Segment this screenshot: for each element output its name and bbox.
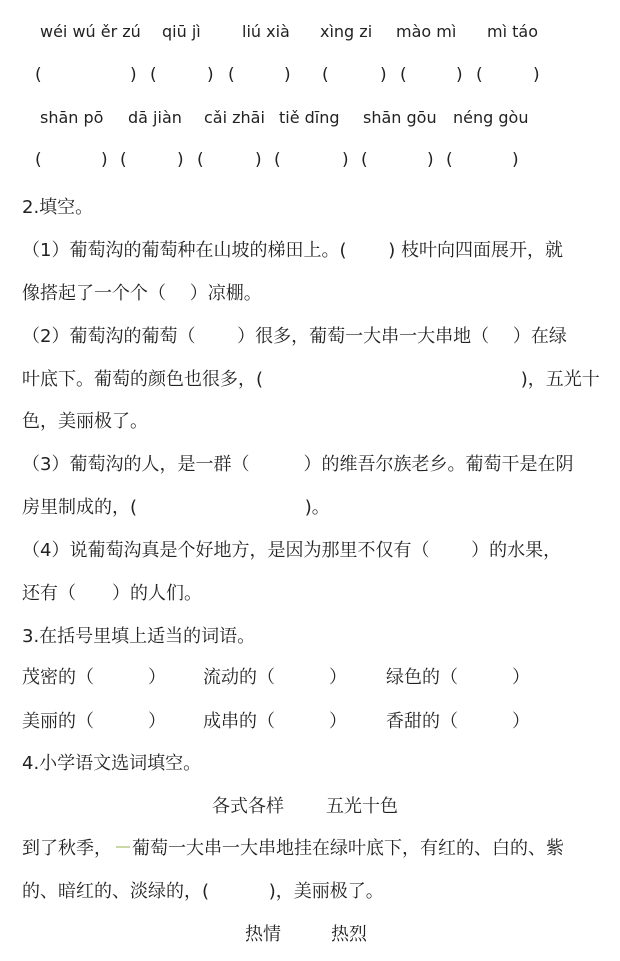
section-2-heading: 2.填空。 [22, 197, 94, 218]
phrase-blank: 茂密的（ ） [22, 667, 166, 688]
question-2-line-2: 叶底下。葡萄的颜色也很多，( )，五光十 [22, 369, 600, 390]
question-2-line-3: 色，美丽极了。 [22, 411, 148, 432]
close-paren: ) [207, 65, 214, 85]
open-paren: ( [150, 65, 157, 85]
fill-paragraph-line-2: 的、暗红的、淡绿的，( )，美丽极了。 [22, 881, 384, 902]
open-paren: ( [476, 65, 483, 85]
close-paren: ) [130, 65, 137, 85]
word-option: 五光十色 [326, 796, 398, 817]
question-1-line-2: 像搭起了一个个（ ）凉棚。 [22, 283, 262, 304]
open-paren: ( [361, 150, 368, 170]
close-paren: ) [177, 150, 184, 170]
word-option: 热情 [245, 924, 281, 945]
open-paren: ( [197, 150, 204, 170]
pinyin-word: tiě dīng [279, 108, 340, 127]
question-1-line-1: （1）葡萄沟的葡萄种在山坡的梯田上。( ) 枝叶向四面展开，就 [22, 240, 563, 261]
close-paren: ) [255, 150, 262, 170]
pinyin-word: shān pō [40, 108, 104, 127]
pinyin-word: mì táo [487, 22, 538, 41]
close-paren: ) [512, 150, 519, 170]
open-paren: ( [400, 65, 407, 85]
question-4-line-1: （4）说葡萄沟真是个好地方，是因为那里不仅有（ ）的水果， [22, 540, 562, 561]
pinyin-word: néng gòu [453, 108, 529, 127]
pinyin-word: liú xià [242, 22, 290, 41]
question-3-line-2: 房里制成的，( )。 [22, 497, 330, 518]
question-4-line-2: 还有（ ）的人们。 [22, 583, 202, 604]
close-paren: ) [101, 150, 108, 170]
question-3-line-1: （3）葡萄沟的人，是一群（ ）的维吾尔族老乡。葡萄干是在阴 [22, 454, 574, 475]
pinyin-word: shān gōu [363, 108, 437, 127]
pinyin-word: qiū jì [162, 22, 201, 41]
fill-paragraph-line-1-start: 到了秋季， [22, 838, 112, 859]
open-paren: ( [446, 150, 453, 170]
close-paren: ) [284, 65, 291, 85]
pinyin-word: cǎi zhāi [204, 108, 265, 127]
question-2-line-1: （2）葡萄沟的葡萄（ ）很多，葡萄一大串一大串地（ ）在绿 [22, 326, 567, 347]
word-option: 热烈 [331, 924, 367, 945]
phrase-blank: 美丽的（ ） [22, 711, 166, 732]
open-paren: ( [322, 65, 329, 85]
word-option: 各式各样 [212, 796, 284, 817]
phrase-blank: 成串的（ ） [203, 711, 347, 732]
open-paren: ( [274, 150, 281, 170]
open-paren: ( [35, 150, 42, 170]
phrase-blank: 绿色的（ ） [386, 667, 530, 688]
pinyin-word: dā jiàn [128, 108, 182, 127]
pen-mark [116, 846, 130, 848]
close-paren: ) [380, 65, 387, 85]
close-paren: ) [533, 65, 540, 85]
close-paren: ) [456, 65, 463, 85]
pinyin-word: xìng zi [320, 22, 373, 41]
open-paren: ( [228, 65, 235, 85]
section-3-heading: 3.在括号里填上适当的词语。 [22, 626, 256, 647]
phrase-blank: 香甜的（ ） [386, 711, 530, 732]
pinyin-word: wéi wú ěr zú [40, 22, 141, 41]
open-paren: ( [35, 65, 42, 85]
phrase-blank: 流动的（ ） [203, 667, 347, 688]
section-4-heading: 4.小学语文选词填空。 [22, 753, 202, 774]
open-paren: ( [120, 150, 127, 170]
close-paren: ) [427, 150, 434, 170]
close-paren: ) [342, 150, 349, 170]
fill-paragraph-line-1: 葡萄一大串一大串地挂在绿叶底下，有红的、白的、紫 [132, 838, 564, 859]
pinyin-word: mào mì [396, 22, 457, 41]
